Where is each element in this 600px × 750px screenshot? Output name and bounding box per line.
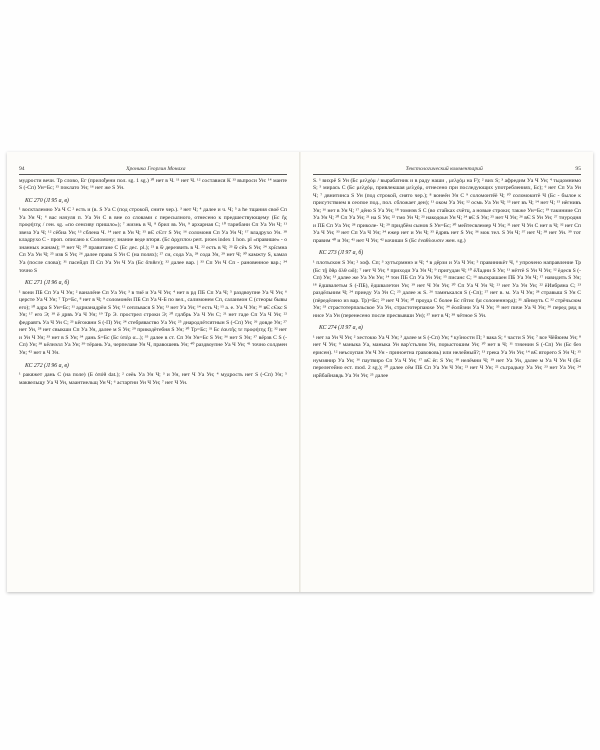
section-heading: КС 270 (Л 95 а, в) (25, 197, 69, 204)
section-heading: КС 271 (Л 96 а, б) (25, 280, 70, 287)
commentary-paragraph: S. ¹ вихрё S Ун (Бс μελχόμ / вырабатник и в раду наши , μελχόμ на F); ² вих S; ³ афредим Уа Ч Ун; ⁴ тыдомнимо S; ⁵ мирась С (Бс μελχόμ, привлекшая μελχόμ, отнесено при последующих употреблениях, Бс); ⁶ нет Сп Уа Ун Ч; ⁷ двнитинса S Ун (под строкой, снято чер.); ⁸ вонеён Ун С ⁹ соломонтёё Ч; ¹⁰ соломокитё Ч (Бс - былое к присутствием в сеопое под., пол. сбложает ден); ¹¹ оком Уа Ун; ¹² осмь Уа Ун Ч; ¹³ нет въ Ч; ¹⁴ нет Ч; ¹⁵ нёгнивъ Ун; ¹⁶ нет в Ун Ч; ¹⁷ дёно S Уа Ун; ¹⁸ томнэв S С (во стайках счётц, а новые строки; также Ун=Бс; ¹⁹ такиниие Сп Уа Ун Ч; ²⁰ Сп Уа Ун; ²¹ на S Ун; ²² тмо Ун Ч; ²³ накодоьн Ун Ч; ²⁴ вЄ S Ун; ²⁵ нет Ч Ун; ²⁶ вЄ S Ун Ун; ²⁷ тиуродня и ПБ Сп Уа Ун; ²⁸ приколе- Ч; ²⁹ придбём сынов S Ун=Бс; ³⁰ мейтесвлемер Ч Ун; ³¹ нет Ч Ун С нет в Ч; ³² нет Сп Уа Ч Ун; ³³ нет Сп Уа Ч Ун; ³⁴ ежер нет и Ун Ч; ³⁵ ёдрвъ нет S Ун; ³⁶ мок тел. S Ун Ч; ³⁷ нет Ч; ³⁸ нет Ун. ³⁹ тот правим ⁴⁰ и Ун; ⁴¹ нет Ч Ун; ⁴² кочиши S (Бс ἐναθλουσιν жен. sg.) (313, 177, 581, 244)
commentary-paragraph: ¹ плотьскон S Ун; ² хоф. Сп; ³ хутъсрмннэ и Ч; ⁴ в дёрзи и Уа Ч Ун; ⁵ правиникёт Ч, ⁶ упрочено направление Тр (Бс τῇ ὅθρ ὄλθ ωδ); ⁷ нет Ч Ун; ⁸ приходи Уа Ун Ч; ⁹ пригудан Ч; ¹⁰ ёЛадни S Ун; ¹¹ нёттё S Ун Ч Ун; ¹² ёдесв S (-Сп) Ун; ¹³ далее же Уа Ун Ун; ¹⁴ тон ПБ Сп Уа Ун Ун; ¹⁵ писанс С; ¹⁶ въскрашаен ПБ Уа Ун Ч; ¹⁷ навидить S Ун; ¹⁸ ёдшвалетьм S (-ПБ), ёдшвалетон Ун; ¹⁹ нет Ч Ун Ун; ²⁰ Сп Уа Ч Ун Ч; ²¹ нет Уа Ун Ун; ²² ёИибряна С; ²³ раздёльиим Ч; ²⁴ приеду Уа Ун С; ²⁵ далее ж S. ²⁶ тамнъкался S (-Сп); ²⁷ нет в. м. Уа Ч Ун; ²⁸ стравыш S Ун С (пёредёлено из вар. Тр)=Бс; ²⁹ нет Ч Ун; ³⁰ проуда С более Бс гйтис ῆα солоненнэрд); ³¹ лйнмуть С ³² стрёчьсюм Ун; ³³ страстотерпальское Уа Ун, страстотерпаюхе Ун; ³⁴ ёолйзни Уа Ч Ун; ³⁵ нет пиче Уа Ч Ун; ³⁶ перед ряд в нисе Уа Ун (перенесено после пресвывши Ун); ³⁷ нет в Ч; ³⁸ чётное S Ун. (313, 259, 581, 319)
book-spread (7, 152, 593, 592)
right-page-content (313, 178, 581, 381)
book-gutter (299, 152, 301, 592)
left-page (19, 166, 287, 582)
left-running-title: Хроника Георгия Монаха (126, 166, 186, 172)
right-page-number: 95 (575, 166, 581, 172)
commentary-paragraph: ¹ нет за Ун Ч Ун; ² хестокю Уа Ч Ун; ³ далее м S (-Сп) Ун; ⁴ куїностн П; ⁵ вака S; ⁶ части S Ун; ⁷ все Чёйюнм Ун; ⁸ нет Ч Ун; ⁹ маныка Уа, маныка Ун вар'стьлим Ун, порыстошим Ун; ¹⁰ нет в Ч; ¹¹ тзченин S (-Сп) Ун (Бс без ерисен). ¹² неъсоупан Ун Ч Ун - приноетна гравововь) или нелейный?; ¹³ грека Уа Ун Ун; ¹⁴ вЄ вторего S Ун Ч; ¹⁵ нумзянир Уа Ун; ¹⁶ паутвиро Сп Уа Ч Ун; ¹⁷ вЄ ёг. S Ун; ¹⁸ нелёмни Ч; ¹⁹ нет Уа Ун, далее м Уа Ч Ун Ч (Бс перелегейно ест. mod. 2 sg.); ²⁰ далее сём ПБ Сп Уа Ун Ч Ун; ²¹ нет Ч Ун; ²² съградьну Уа Ун; ²³ нет Уа Ун; ²⁴ ирйбайнавдь Уа Ун Ун; ²⁵ далее (313, 334, 581, 379)
commentary-paragraph: мудрости вечи. Тр слово, Ег (прилођени пол. sg. 1 sg.) ¹⁰ нет в Ч. ¹¹ нет Ч. ¹² составися К ¹³ въпроси Ун: ¹⁴ манте S (-Сп) Ун=Бс; ¹⁵ поклато Ун; ¹⁶ нет же S Ун. (19, 177, 287, 192)
section-heading: КС 274 (Л 97 а, в) (319, 325, 363, 332)
left-page-number: 94 (19, 166, 25, 172)
section-heading: КС 273 (Л 97 а, б) (319, 250, 364, 257)
commentary-paragraph: ¹ вони ПБ Сп Уа Ч Ун; ² ваналёне Сп Уа Ун; ³ в тиё и Уа Ч Ун; ⁴ нет в рд ПБ Сп Уа Ч; ⁵ раздвоупне Уа Ч Ун; ⁶ церсте Уа Ч Ун; ⁷ Тр=Бс, ⁸ нет в Ч; ⁹ соломонёи ПБ Сп Уа Ч-Б по вел., салимонем Сп, салаимон С (стеоры бывы его); ¹⁰ адра S Ун=Бс; ¹¹ адрианадрёи S Ун; ¹² сепльвася S Ун; ¹³ нет Уа Ун; ¹⁴ есть Ч; ¹⁵ а. е. Уа Ч Ун; ¹⁶ вЄ сЄкс S Ун; ¹⁷ его Э; ¹⁸ ё дрвъ Уа Ч Ун; ¹⁹ Тр Э. прострел строки Э; ²⁰ гдлбрь Уа Ч Ун С; ²¹ нет гаде Сп Уа Ч Ун; ²² федравтъ Уа Ч Ун С; ²³ кёгоквни S (-П) Ун; ²⁴ стебряваство Уа Ун; ²⁵ днародлётсятнын S (-Сп) Ун; ²⁶ довде Ун; ²⁷ нет Ун, ²⁸ нет свыкши Сп Уа Ун, далее м S Ун; ²⁹ прикодётебня S Ун; ³⁰ Тр=Бс; ³¹ Бс ἐαυτῆς τε προφήτης f); ³² нет и Ун Ч Ун; ³³ нет в S Ун; ³⁴ дань S=Бс (Бс ὑπὲρ α...); ³⁵ далее в ст. Сп Ун Ун=Бс S Ун; ³⁶ нет S Ун; ³⁷ вёрзв С S (-Сп) Ун; ³⁸ кёлнэлл Уа Ун; ³⁹ тёрань Уа, черпелаве Ун Ч, правошевъ Ун; ⁴⁰ раздвоупне Уа Ч Ун; ⁴¹ точно солдмен Ун; ⁴² нет в Ч Ун. (19, 289, 287, 356)
right-running-head (313, 166, 581, 175)
right-page (313, 166, 581, 582)
right-running-title: Текстологический комментарий (405, 166, 483, 172)
section-heading: КС 272 (Л 96 а, в) (25, 362, 69, 369)
left-page-content (19, 178, 287, 388)
left-running-head (19, 166, 287, 175)
commentary-paragraph: ¹ ракяжет дань С (на поле) (Б ὁπόθ dat.); ² сеёь Уа Ун Ч; ³ и Ун, нет Ч Уа Ун; ⁴ мудрость нет S (-Сп) Ун; ⁵ маквельщу Уа Ч Ун, маантиельщ Ун Ч; ⁶ астартни Ун Ч Ун; ⁷ нет Ч Ун. (19, 372, 287, 386)
commentary-paragraph: ¹ воскталемно Уа Ч С ² есть и (в. S Уа С (под строкой, сните чер.). ³ нет Ч; ⁴ далее и ч. Ч; ⁵ а ће тщания своё Сп Уа Ун Ч; ⁶ вас начуля п. Уа Ун С в вне со словами с пересылного, отнесено к предшествующему (Бс ῆς προφήτης / ген. sg. «по сенсиву пришло»); ⁷ жизнь в Ч, ⁸ брил въ Ун, ⁹ архарная С; ¹⁰ тарибани Сп Уа Ун Ч; ¹¹ звеза Уа Ч; ¹² сёбиа Ун; ¹³ сблена Ч. ¹⁴ нет в Ун Ч; ¹⁵ вЄ сЄгг S Ун; ¹⁶ соломоня Сп Уа Ун Ч; ¹⁷ владрухо Ун. ¹⁸ кладрухо С - проп. описано к Соломону; знание веде вторя. (Бс ἀρχειπου pert. proes index 1 hon. pl «правише» - о знанных жанам); ¹⁹ нет Ч; ²⁰ правитане С (Бс дес. pl.); ²¹ в ѿ дерезвить в Ч. ²² есть в Ч; ²³ ѿ сёъ S Ун; ²⁴ хрїсмна Сп Уа Ун Ч; ²⁵ изв S Ун; ²⁶ далее права S Ун С (на полях); ²⁷ си, сода Уа, ²⁸ сода Ун, ²⁹ нет Ч; ³⁰ камжту S, камаз Уа (после слова); ³¹ пасейдп П Сп Уа Ун Ч Уа (Бс ὅπιθεν); ³² далее вар. | ³³ Сп Ун Ч Сп - рановенное вар.; ³⁴ точно S (19, 207, 287, 274)
